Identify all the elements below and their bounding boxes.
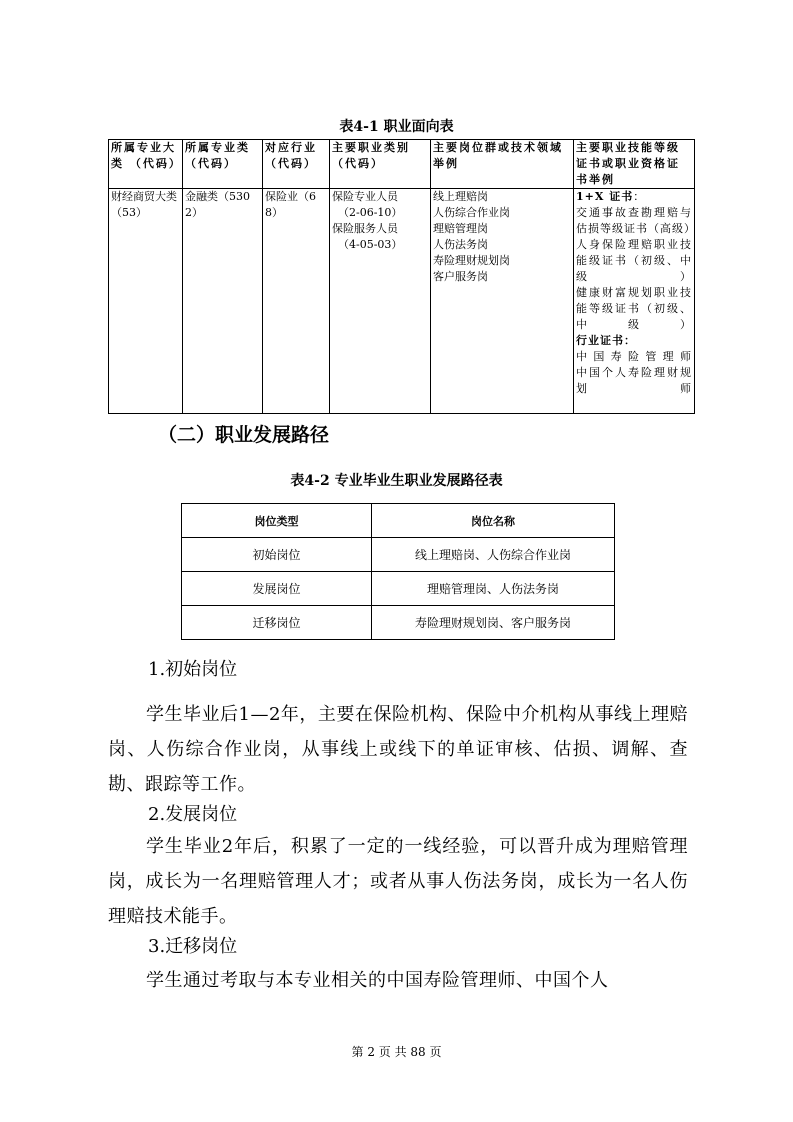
table-row [182,606,615,640]
cell-position-name: 寿险理财规划岗、客户服务岗 [372,606,615,640]
subsection-title-initial: 1.初始岗位 [148,659,238,680]
paragraph-initial: 学生毕业后1—2年，主要在保险机构、保险中介机构从事线上理赔岗、人伤综合作业岗，从事线上或线下的单证审核、估损、调解、查勘、跟踪等工作。 [108,704,688,795]
table-row [109,189,695,414]
table-header-row [109,140,695,189]
list-item: 人伤综合作业岗 [433,206,510,219]
list-item: （4-05-03） [338,238,403,251]
subsection-title-development: 2.发展岗位 [148,804,238,825]
list-item: 线上理赔岗 [433,190,488,203]
list-item: 保险专业人员 [332,190,398,203]
list-item: 交通事故查勘理赔与估损等级证书（高级） [576,206,696,235]
cell-position-type: 初始岗位 [182,538,372,572]
cell-certificates [574,189,695,414]
cell-occupation [330,189,431,414]
subsection-title-transfer: 3.迁移岗位 [148,936,238,957]
list-item: 人身保险理赔职业技能级证书（初级、中级） [576,238,692,283]
career-path-table [181,503,615,640]
paragraph-development: 学生毕业2年后，积累了一定的一线经验，可以晋升成为理赔管理岗，成长为一名理赔管理人才；或者从事人伤法务岗，成长为一名人伤理赔技术能手。 [108,836,688,927]
cell-position-name: 理赔管理岗、人伤法务岗 [372,572,615,606]
cell-industry: 保险业（68） [263,189,330,414]
table-header-row [182,504,615,538]
career-orientation-table [108,139,695,414]
cell-major-group: 财经商贸大类（53） [109,189,183,414]
cell-position-type: 发展岗位 [182,572,372,606]
table-4-2-caption: 表4-2 专业毕业生职业发展路径表 [290,473,503,489]
list-item: （2-06-10） [338,206,403,219]
header-position-name: 岗位名称 [372,504,615,538]
paragraph-transfer: 学生通过考取与本专业相关的中国寿险管理师、中国个人 [146,970,609,991]
list-item: 客户服务岗 [433,270,488,283]
cert-1x-heading: 1+X 证书： [576,190,646,203]
header-position-type: 岗位类型 [182,504,372,538]
header-occupation: 主要职业类别（代码） [330,140,431,189]
header-major-category: 所属专业类（代码） [183,140,263,189]
table-row [182,572,615,606]
cell-position-type: 迁移岗位 [182,606,372,640]
header-certificates: 主要职业技能等级证书或职业资格证书举例 [574,140,695,189]
cell-major-category: 金融类（5302） [183,189,263,414]
table-4-1-caption: 表4-1 职业面向表 [339,119,454,135]
list-item: 寿险理财规划岗 [433,254,510,267]
list-item: 人伤法务岗 [433,238,488,251]
list-item: 理赔管理岗 [433,222,488,235]
list-item: 健康财富规划职业技能等级证书（初级、中级） [576,286,692,331]
cell-position-name: 线上理赔岗、人伤综合作业岗 [372,538,615,572]
page-footer: 第 2 页 共 88 页 [351,1045,442,1059]
header-industry: 对应行业（代码） [263,140,330,189]
section-heading: （二）职业发展路径 [158,424,330,446]
header-positions: 主要岗位群或技术领域举例 [431,140,574,189]
table-row [182,538,615,572]
list-item: 中国个人寿险理财规划师 [576,366,692,395]
cell-positions [431,189,574,414]
list-item: 中国寿险管理师 [576,350,692,363]
header-major-group: 所属专业大类 （代码） [109,140,183,189]
cert-industry-heading: 行业证书： [576,334,636,347]
list-item: 保险服务人员 [332,222,398,235]
